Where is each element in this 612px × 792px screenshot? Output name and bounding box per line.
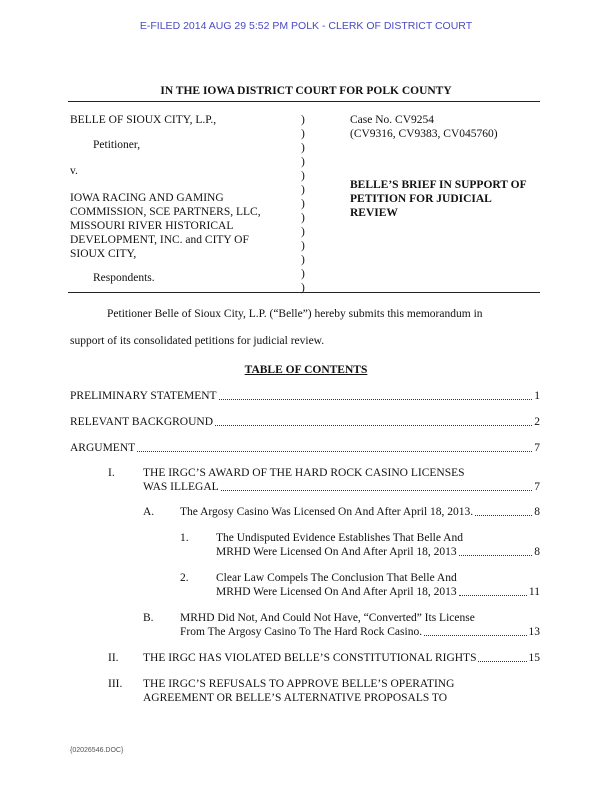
- caption-paren: ): [301, 282, 305, 294]
- toc-page-number: 8: [534, 546, 540, 558]
- caption-paren: ): [301, 156, 305, 168]
- toc-dot-leader: [219, 399, 533, 400]
- efiled-stamp: E-FILED 2014 AUG 29 5:52 PM POLK - CLERK OF DISTRICT COURT: [139, 20, 473, 32]
- intro-line: support of its consolidated petitions for judicial review.: [70, 335, 325, 347]
- toc-entry[interactable]: [70, 389, 540, 403]
- toc-entry-number: III.: [108, 678, 123, 690]
- caption-paren: ): [301, 226, 305, 238]
- caption-paren: ): [301, 268, 305, 280]
- document-title-line: REVIEW: [350, 207, 398, 219]
- respondent-line: MISSOURI RIVER HISTORICAL: [70, 220, 234, 232]
- toc-entry-text: The Undisputed Evidence Establishes That Belle And: [216, 532, 463, 544]
- toc-entry-number: A.: [143, 506, 155, 518]
- toc-entry-number: 1.: [180, 532, 189, 544]
- caption-paren: ): [301, 212, 305, 224]
- toc-entry[interactable]: [70, 415, 540, 429]
- caption-paren: ): [301, 184, 305, 196]
- toc-entry-text: WAS ILLEGAL: [143, 481, 219, 493]
- caption-paren: ): [301, 198, 305, 210]
- caption-bottom-rule: [68, 292, 540, 293]
- caption-paren: ): [301, 240, 305, 252]
- caption-paren: ): [301, 254, 305, 266]
- toc-entry[interactable]: [216, 531, 540, 559]
- intro-line: Petitioner Belle of Sioux City, L.P. (“Belle”) hereby submits this memorandum in: [107, 308, 483, 320]
- respondent-line: DEVELOPMENT, INC. and CITY OF: [70, 234, 249, 246]
- toc-entry-text: PRELIMINARY STATEMENT: [70, 390, 217, 402]
- toc-page-number: 15: [528, 652, 540, 664]
- toc-entry-text: THE IRGC HAS VIOLATED BELLE’S CONSTITUTIONAL RIGHTS: [143, 652, 477, 664]
- toc-page-number: 13: [528, 626, 540, 638]
- toc-entry-text: ARGUMENT: [70, 442, 136, 454]
- toc-entry-text: Clear Law Compels The Conclusion That Belle And: [216, 572, 457, 584]
- toc-page-number: 1: [534, 390, 540, 402]
- respondent-line: IOWA RACING AND GAMING: [70, 192, 224, 204]
- respondent-line: SIOUX CITY,: [70, 248, 137, 260]
- toc-dot-leader: [137, 451, 532, 452]
- toc-entry-number: 2.: [180, 572, 189, 584]
- toc-page-number: 7: [534, 442, 540, 454]
- document-id-footer: {02026546.DOC}: [70, 747, 124, 754]
- toc-entry-text: From The Argosy Casino To The Hard Rock Casino.: [180, 626, 423, 638]
- court-title: IN THE IOWA DISTRICT COURT FOR POLK COUNTY: [160, 85, 452, 97]
- toc-entry-text: MRHD Were Licensed On And After April 18, 2013: [216, 586, 457, 598]
- toc-entry[interactable]: [180, 505, 540, 519]
- petitioner-role: Petitioner,: [93, 139, 141, 151]
- toc-dot-leader: [459, 595, 527, 596]
- toc-entry[interactable]: [143, 651, 540, 665]
- caption-paren: ): [301, 128, 305, 140]
- toc-page-number: 2: [534, 416, 540, 428]
- toc-entry-text: RELEVANT BACKGROUND: [70, 416, 214, 428]
- toc-entry-text: MRHD Were Licensed On And After April 18, 2013: [216, 546, 457, 558]
- toc-dot-leader: [459, 555, 533, 556]
- toc-entry[interactable]: [180, 611, 540, 639]
- toc-page-number: 11: [528, 586, 540, 598]
- toc-entry-number: I.: [108, 467, 115, 479]
- toc-dot-leader: [424, 635, 526, 636]
- caption-top-rule: [68, 101, 540, 102]
- toc-entry[interactable]: [216, 571, 540, 599]
- toc-entry-text: AGREEMENT OR BELLE’S ALTERNATIVE PROPOSALS TO: [143, 692, 448, 704]
- toc-dot-leader: [478, 661, 526, 662]
- document-title-line: PETITION FOR JUDICIAL: [350, 193, 492, 205]
- toc-entry[interactable]: [143, 677, 540, 705]
- toc-entry-text: THE IRGC’S REFUSALS TO APPROVE BELLE’S OPERATING: [143, 678, 455, 690]
- caption-paren: ): [301, 142, 305, 154]
- document-title-line: BELLE’S BRIEF IN SUPPORT OF: [350, 179, 527, 191]
- toc-entry-text: THE IRGC’S AWARD OF THE HARD ROCK CASINO LICENSES: [143, 467, 465, 479]
- respondent-line: COMMISSION, SCE PARTNERS, LLC,: [70, 206, 261, 218]
- toc-dot-leader: [215, 425, 532, 426]
- toc-dot-leader: [475, 515, 532, 516]
- related-cases: (CV9316, CV9383, CV045760): [350, 128, 498, 140]
- versus: v.: [70, 165, 78, 177]
- toc-entry[interactable]: [70, 441, 540, 455]
- caption-paren: ): [301, 114, 305, 126]
- caption-paren: ): [301, 170, 305, 182]
- respondent-role: Respondents.: [93, 272, 155, 284]
- toc-entry-text: MRHD Did Not, And Could Not Have, “Converted” Its License: [180, 612, 475, 624]
- toc-title: TABLE OF CONTENTS: [244, 364, 368, 376]
- case-number: Case No. CV9254: [350, 114, 435, 126]
- petitioner-name: BELLE OF SIOUX CITY, L.P.,: [70, 114, 217, 126]
- toc-entry-number: B.: [143, 612, 154, 624]
- toc-dot-leader: [221, 490, 533, 491]
- toc-page-number: 8: [534, 506, 540, 518]
- toc-entry-text: The Argosy Casino Was Licensed On And After April 18, 2013.: [180, 506, 474, 518]
- toc-page-number: 7: [534, 481, 540, 493]
- toc-entry[interactable]: [143, 466, 540, 494]
- toc-entry-number: II.: [108, 652, 119, 664]
